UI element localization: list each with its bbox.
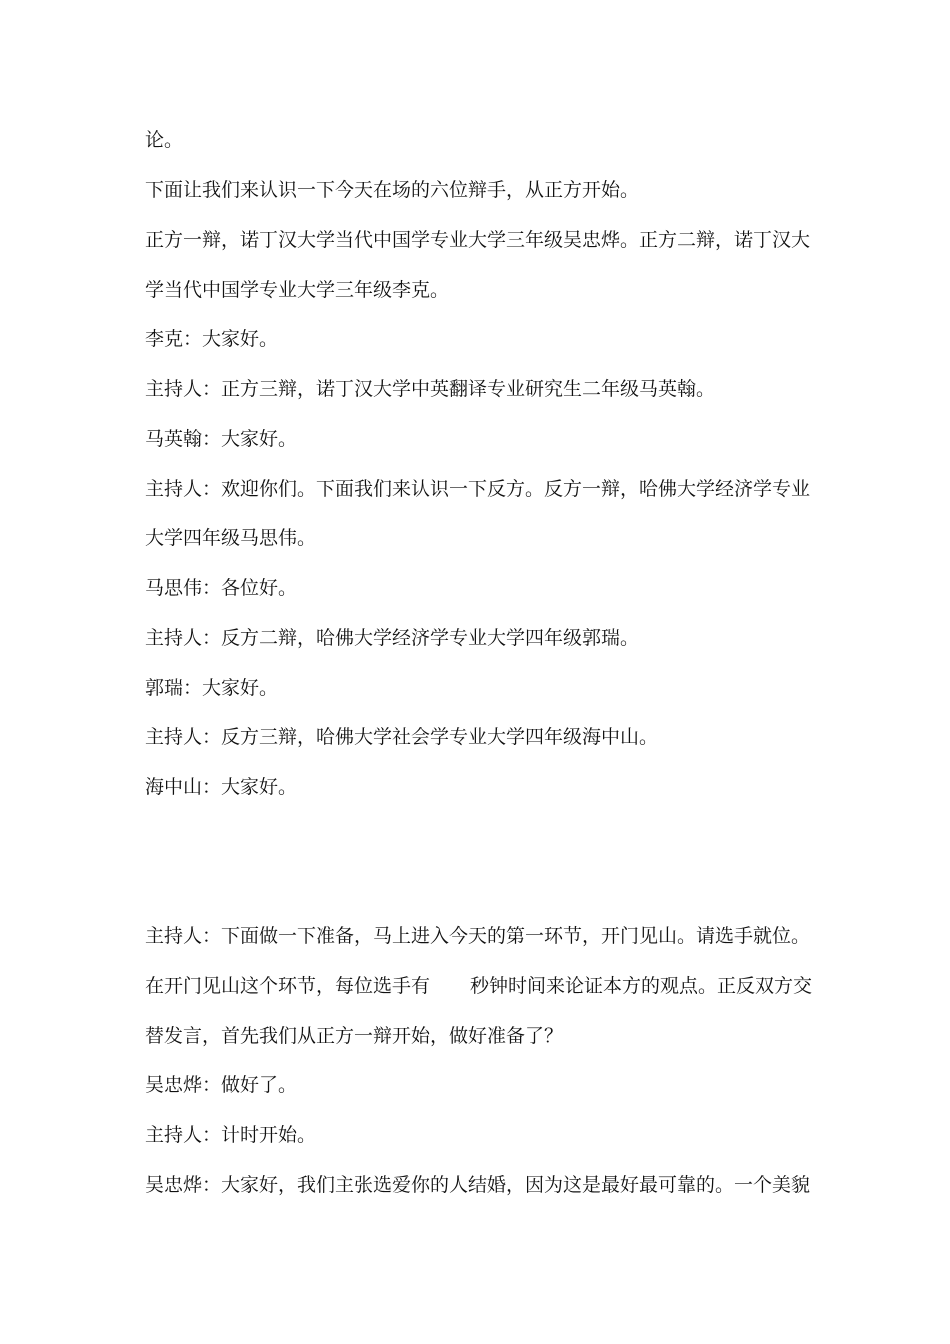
text-segment: 秒钟时间来论证本方的观点。正反双方交: [470, 975, 813, 997]
text-line: 主持人：下面做一下准备，马上进入今天的第一环节，开门见山。请选手就位。: [145, 925, 811, 947]
text-line: 替发言，首先我们从正方一辩开始，做好准备了？: [145, 1025, 564, 1047]
text-line: 郭瑞：大家好。: [145, 677, 279, 699]
text-segment: 在开门见山这个环节，每位选手有: [145, 975, 431, 997]
text-line: 主持人：计时开始。: [145, 1124, 317, 1146]
text-line-split: [145, 973, 812, 999]
text-line: 李克：大家好。: [145, 328, 279, 350]
text-line: 吴忠烨：做好了。: [145, 1074, 298, 1096]
text-line: 主持人：正方三辩，诺丁汉大学中英翻译专业研究生二年级马英翰。: [145, 378, 716, 400]
text-line: 海中山：大家好。: [145, 776, 298, 798]
text-line: 下面让我们来认识一下今天在场的六位辩手，从正方开始。: [145, 179, 640, 201]
text-line: 主持人：欢迎你们。下面我们来认识一下反方。反方一辩，哈佛大学经济学专业: [145, 478, 811, 500]
text-line: 主持人：反方二辩，哈佛大学经济学专业大学四年级郭瑞。: [145, 627, 640, 649]
text-line: 吴忠烨：大家好，我们主张选爱你的人结婚，因为这是最好最可靠的。一个美貌: [145, 1174, 811, 1196]
text-line: 马思伟：各位好。: [145, 577, 298, 599]
text-line: 学当代中国学专业大学三年级李克。: [145, 279, 450, 301]
text-line: 大学四年级马思伟。: [145, 527, 317, 549]
text-line: 论。: [145, 129, 184, 151]
text-line: 正方一辩，诺丁汉大学当代中国学专业大学三年级吴忠烨。正方二辩，诺丁汉大: [145, 229, 811, 251]
text-line: 马英翰：大家好。: [145, 428, 298, 450]
text-line: 主持人：反方三辩，哈佛大学社会学专业大学四年级海中山。: [145, 726, 659, 748]
